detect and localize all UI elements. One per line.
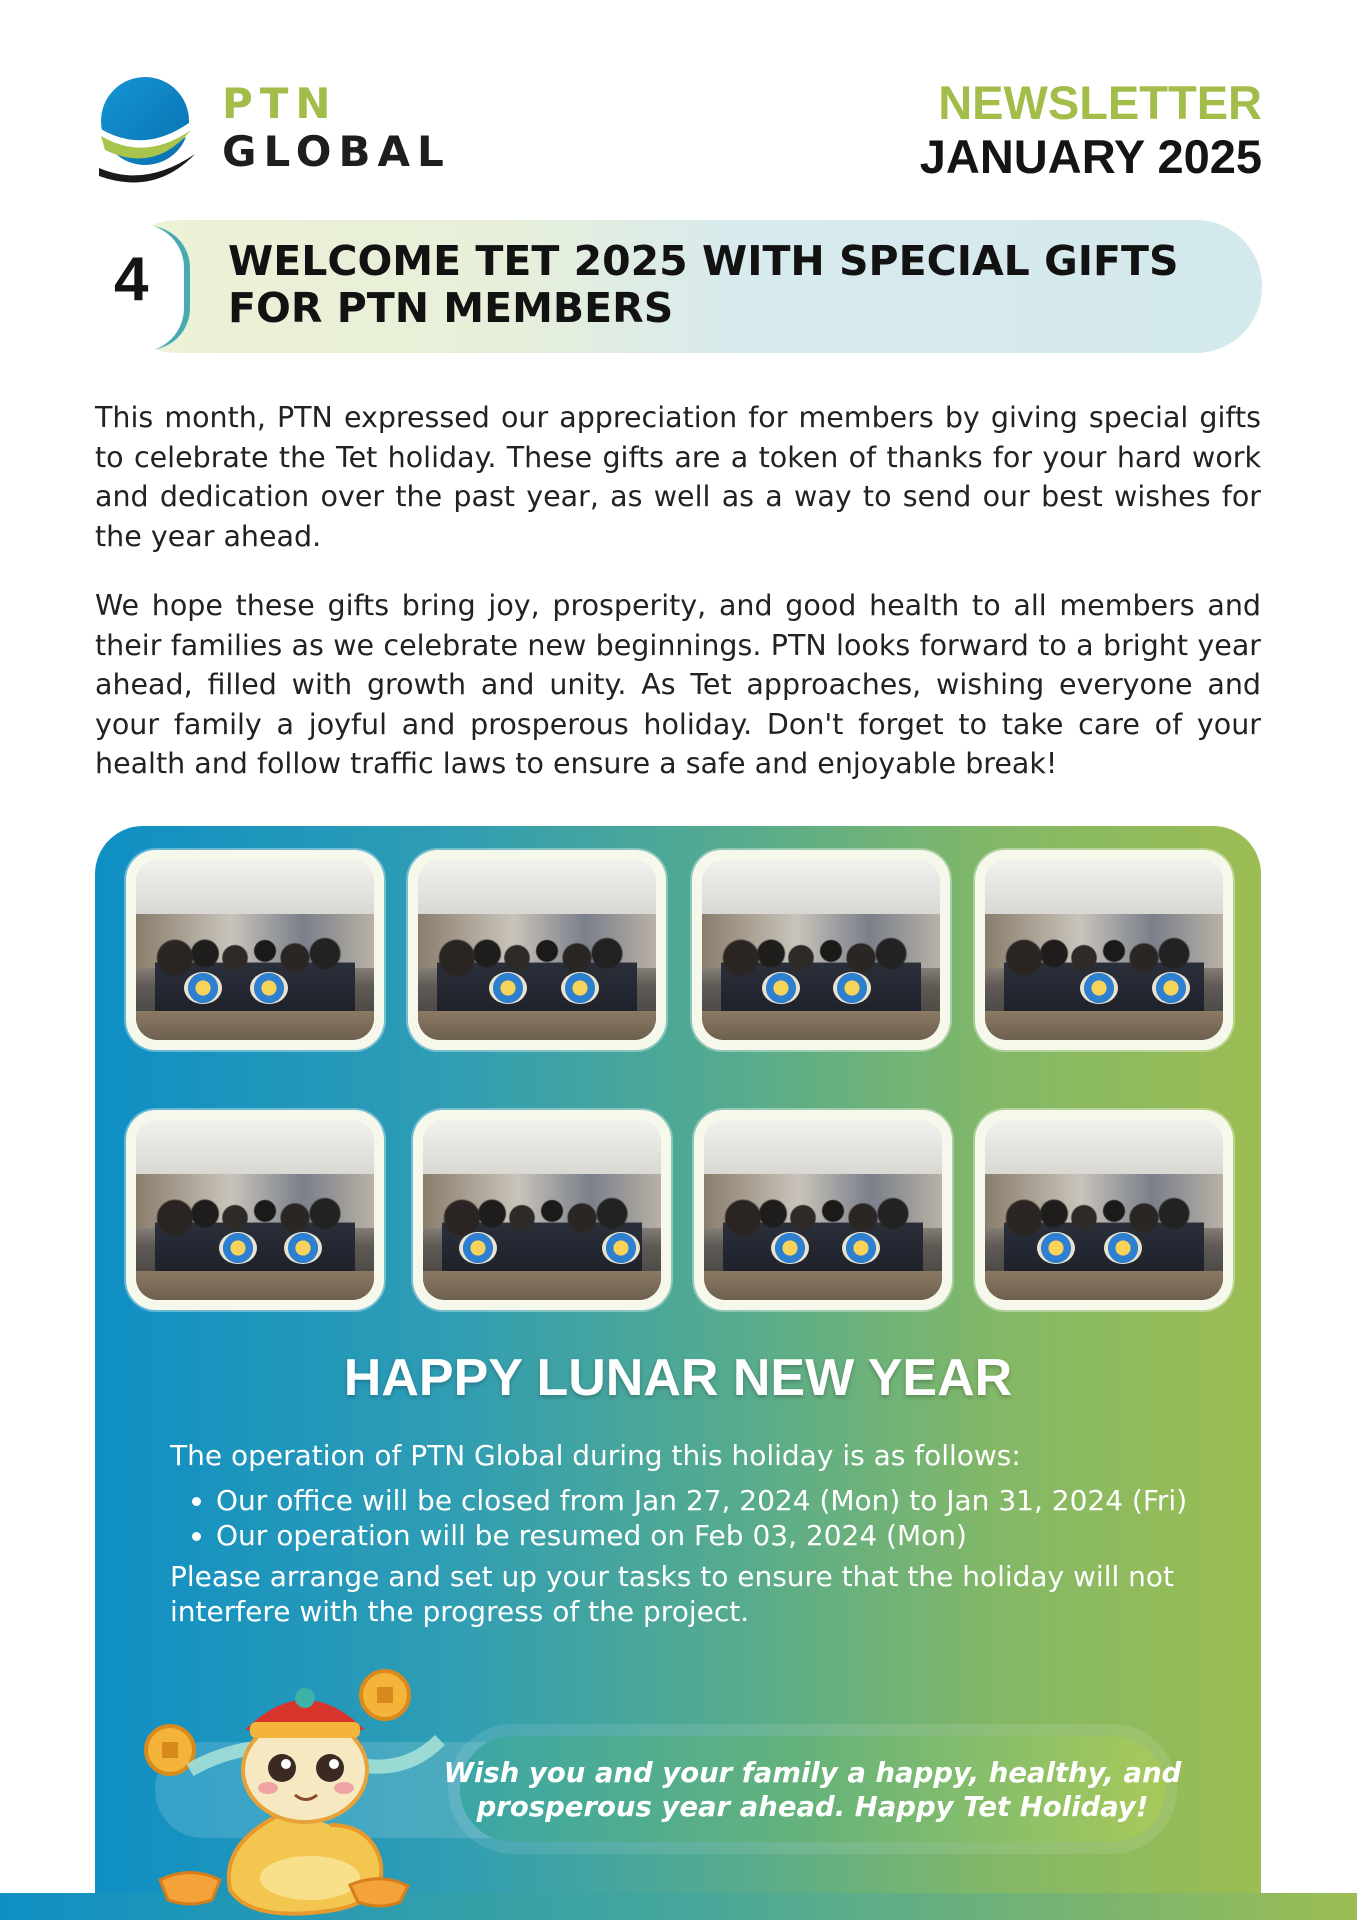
team-photo-7	[694, 1110, 952, 1310]
ptn-logo-icon	[95, 76, 195, 186]
section-title-line2: FOR PTN MEMBERS	[228, 284, 674, 332]
section-title-line1: WELCOME TET 2025 WITH SPECIAL GIFTS	[228, 237, 1179, 285]
section-number-badge	[96, 224, 184, 352]
holiday-schedule	[170, 1438, 1210, 1629]
paragraph-wishes: We hope these gifts bring joy, prosperity, and good health to all members and their families as we celebrate new beginnings. PTN looks forward to a bright year ahead, filled with growth and unity. As Tet approaches, wishing everyone and your family a joyful and prosperous holiday. Don't forget to take care of your health and follow traffic laws to ensure a safe and enjoyable break!	[95, 589, 1261, 780]
holiday-intro: The operation of PTN Global during this holiday is as follows:	[170, 1439, 1021, 1472]
team-photo-1	[126, 850, 384, 1050]
wish-message	[440, 1756, 1185, 1824]
wish-line1: Wish you and your family a happy, healthy, and	[443, 1757, 1182, 1789]
holiday-item-closed: • Our office will be closed from Jan 27, 2024 (Mon) to Jan 31, 2024 (Fri)	[216, 1483, 1210, 1518]
team-photo-8	[975, 1110, 1233, 1310]
holiday-item-resumed: • Our operation will be resumed on Feb 03, 2024 (Mon)	[216, 1518, 1210, 1553]
wish-line2: prosperous year ahead. Happy Tet Holiday!	[476, 1791, 1149, 1823]
paragraph-gifts: This month, PTN expressed our appreciation for members by giving special gifts to celebrate the Tet holiday. These gifts are a token of thanks for your hard work and dedication over the past year, as well as a way to send our best wishes for the year ahead.	[95, 401, 1261, 553]
brand-name-top: PTN	[222, 79, 338, 128]
brand-name-bottom: GLOBAL	[222, 127, 451, 176]
team-photo-4	[975, 850, 1233, 1050]
holiday-heading: HAPPY LUNAR NEW YEAR	[343, 1349, 1013, 1407]
team-photo-2	[408, 850, 666, 1050]
section-title	[228, 238, 1228, 332]
section-number: 4	[114, 245, 149, 314]
holiday-note: Please arrange and set up your tasks to ensure that the holiday will not interfere with the progress of the project.	[170, 1560, 1175, 1628]
snake-mascot-icon	[140, 1650, 470, 1920]
team-photo-6	[413, 1110, 671, 1310]
newsletter-label: NEWSLETTER	[938, 76, 1262, 129]
team-photo-3	[692, 850, 950, 1050]
holiday-list	[170, 1483, 1210, 1553]
newsletter-date: JANUARY 2025	[919, 130, 1262, 183]
team-photo-5	[126, 1110, 384, 1310]
